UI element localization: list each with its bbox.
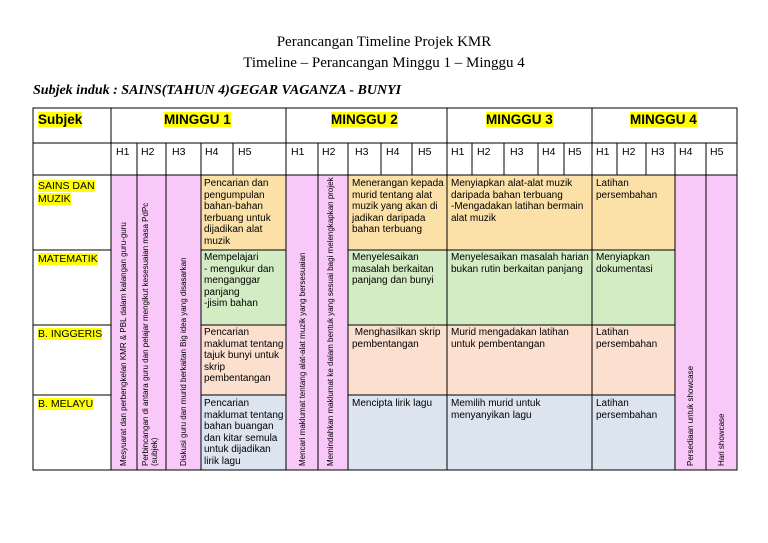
- day-header: H4: [386, 146, 400, 158]
- note-w4h5: Hari showcase: [717, 413, 726, 466]
- day-header: H3: [651, 146, 665, 158]
- cell-ing-w4: Latihan persembahan: [596, 327, 658, 350]
- week-header-4: MINGGU 4: [630, 112, 697, 127]
- day-header: H5: [418, 146, 432, 158]
- day-header: H2: [477, 146, 491, 158]
- cell-sains-w1: Pencarian dan pengumpulan bahan-bahan terbuang untuk dijadikan alat muzik: [204, 178, 271, 247]
- subjek-header: Subjek: [38, 112, 83, 127]
- day-header: H1: [116, 146, 130, 158]
- cell-ing-w1: Pencarian maklumat tentang tajuk bunyi untuk skrip pembentangan: [204, 327, 284, 384]
- cell-mat-w4: Menyiapkan dokumentasi: [596, 252, 653, 275]
- note-w1h3: Diskusi guru dan murid berkaitan Big idea yang disasarkan: [179, 257, 188, 466]
- cell-sains-w2: Menerangan kepada murid tentang alat muzik yang akan di jadikan daripada bahan terbuang: [352, 178, 444, 235]
- subject-b-melayu: B. MELAYU: [38, 398, 94, 410]
- day-header: H5: [238, 146, 252, 158]
- page-title: Perancangan Timeline Projek KMR: [276, 34, 492, 50]
- cell-bm-w1: Pencarian maklumat tentang bahan buangan dan kitar semula untuk dijadikan lirik lagu: [204, 398, 284, 467]
- cell-sains-w4: Latihan persembahan: [596, 178, 658, 201]
- cell-ing-w2: Menghasilkan skrip pembentangan: [352, 327, 444, 350]
- week-header-2: MINGGU 2: [331, 112, 398, 127]
- fill-w2-h12: [286, 175, 348, 470]
- note-w1h1: Mesyuarat dan perbengkelan KMR & PBL dalam kalangan guru-guru: [119, 222, 128, 466]
- day-header: H3: [510, 146, 524, 158]
- page-subtitle: Timeline – Perancangan Minggu 1 – Minggu 4: [243, 55, 525, 71]
- day-header: H5: [568, 146, 582, 158]
- day-header: H4: [542, 146, 556, 158]
- day-header: H2: [141, 146, 155, 158]
- day-header: H3: [355, 146, 369, 158]
- week-header-3: MINGGU 3: [486, 112, 553, 127]
- cell-mat-w2: Menyelesaikan masalah berkaitan panjang dan bunyi: [352, 252, 434, 286]
- note-w2h2: Memindahkan maklumat ke dalam bentuk yang sesuai bagi melengkapkan projek: [326, 177, 335, 466]
- day-header: H4: [205, 146, 219, 158]
- subject-b-inggeris: B. INGGERIS: [38, 328, 103, 340]
- day-header: H1: [596, 146, 610, 158]
- day-header: H2: [322, 146, 336, 158]
- subject-sains-muzik: SAINS DAN MUZIK: [38, 180, 95, 205]
- parent-subject-label: Subjek induk : SAINS(TAHUN 4)GEGAR VAGANZA - BUNYI: [33, 83, 402, 98]
- cell-bm-w2: Mencipta lirik lagu: [352, 398, 433, 409]
- subject-matematik: MATEMATIK: [38, 253, 98, 265]
- week-header-1: MINGGU 1: [164, 112, 231, 127]
- day-header: H1: [291, 146, 305, 158]
- day-header: H2: [622, 146, 636, 158]
- day-header: H5: [710, 146, 724, 158]
- note-w2h1: Mencari maklumat tentang alat-alat muzik yang bersesuaian: [298, 252, 307, 466]
- day-header: H3: [172, 146, 186, 158]
- note-w4h4: Persediaan untuk showcase: [686, 365, 695, 466]
- cell-sains-w3: Menyiapkan alat-alat muzik daripada bahan terbuang -Mengadakan latihan bermain alat muzik: [451, 178, 584, 224]
- cell-mat-w3: Menyelesaikan masalah harian bukan rutin berkaitan panjang: [451, 252, 589, 275]
- day-header: H4: [679, 146, 693, 158]
- cell-bm-w3: Memilih murid untuk menyanyikan lagu: [451, 398, 541, 421]
- cell-bm-w4: Latihan persembahan: [596, 398, 658, 421]
- day-header: H1: [451, 146, 465, 158]
- note-w1h2: Perbincangan di antara guru dan pelajar mengikut kesesuaian masa PdPc (subjek): [141, 202, 159, 466]
- cell-mat-w1: Mempelajari - mengukur dan menganggar panjang -jisim bahan: [204, 252, 275, 309]
- cell-ing-w3: Murid mengadakan latihan untuk pembentangan: [451, 327, 569, 350]
